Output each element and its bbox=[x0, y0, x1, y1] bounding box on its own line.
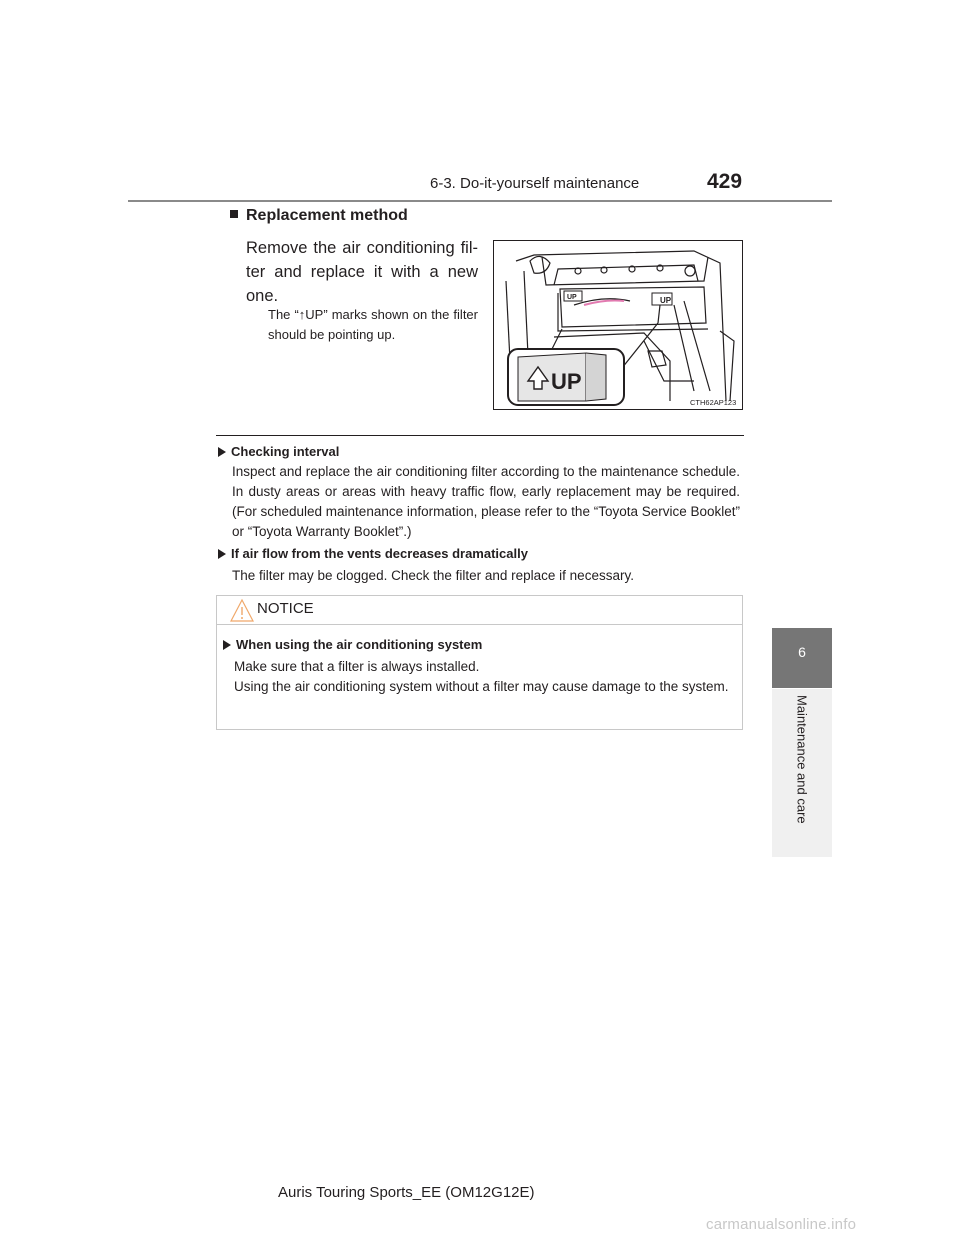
illustration-code: CTH62AP123 bbox=[690, 398, 737, 407]
manual-footer: Auris Touring Sports_EE (OM12G12E) bbox=[278, 1184, 535, 1201]
notice-line-1: Make sure that a filter is always installed. bbox=[234, 659, 480, 674]
notice-line-2: Using the air conditioning system without a filter may cause damage to the system. bbox=[234, 679, 729, 694]
chapter-title: Maintenance and care bbox=[794, 695, 810, 824]
replacement-note: The “↑UP” marks shown on the filter should be pointing up. bbox=[268, 307, 478, 342]
callout-up-label: UP bbox=[551, 369, 582, 394]
header-rule bbox=[128, 200, 832, 202]
small-up-label-right: UP bbox=[660, 296, 672, 305]
page-number: 429 bbox=[707, 170, 743, 193]
watermark: carmanualsonline.info bbox=[706, 1216, 857, 1233]
checking-interval-heading-text: Checking interval bbox=[231, 444, 340, 459]
triangle-bullet-icon bbox=[223, 640, 231, 650]
notice-heading bbox=[223, 637, 482, 652]
section-divider bbox=[216, 435, 744, 436]
triangle-bullet-icon bbox=[218, 549, 226, 559]
replacement-body: Remove the air conditioning fil-ter and replace it with a new one. bbox=[246, 239, 478, 305]
triangle-bullet-icon bbox=[218, 447, 226, 457]
notice-title: NOTICE bbox=[257, 600, 314, 617]
chapter-number: 6 bbox=[798, 644, 806, 660]
notice-heading-text: When using the air conditioning system bbox=[236, 637, 483, 652]
filter-drawing bbox=[494, 241, 742, 409]
chapter-label-wrap bbox=[772, 689, 832, 857]
square-bullet-icon bbox=[230, 210, 238, 218]
checking-interval-body: Inspect and replace the air conditioning filter according to the maintenance schedule. In dusty areas or areas with heavy traffic flow, early replacement may be required. (For scheduled maintenance information, please refer to the “Toyota Service Booklet” or “Toyota Warranty Booklet”.) bbox=[232, 464, 741, 539]
warning-icon bbox=[229, 598, 255, 624]
airflow-body: The filter may be clogged. Check the filter and replace if necessary. bbox=[232, 568, 634, 583]
airflow-heading bbox=[218, 546, 528, 561]
replacement-heading bbox=[230, 207, 408, 225]
section-title: 6-3. Do-it-yourself maintenance bbox=[430, 175, 640, 192]
notice-divider bbox=[217, 624, 742, 625]
checking-interval-heading bbox=[218, 444, 339, 459]
notice-body bbox=[234, 657, 732, 697]
airflow-heading-text: If air flow from the vents decreases dramatically bbox=[231, 546, 528, 561]
small-up-label-left: UP bbox=[567, 294, 577, 301]
filter-illustration bbox=[493, 240, 743, 410]
replacement-heading-text: Replacement method bbox=[246, 207, 408, 224]
